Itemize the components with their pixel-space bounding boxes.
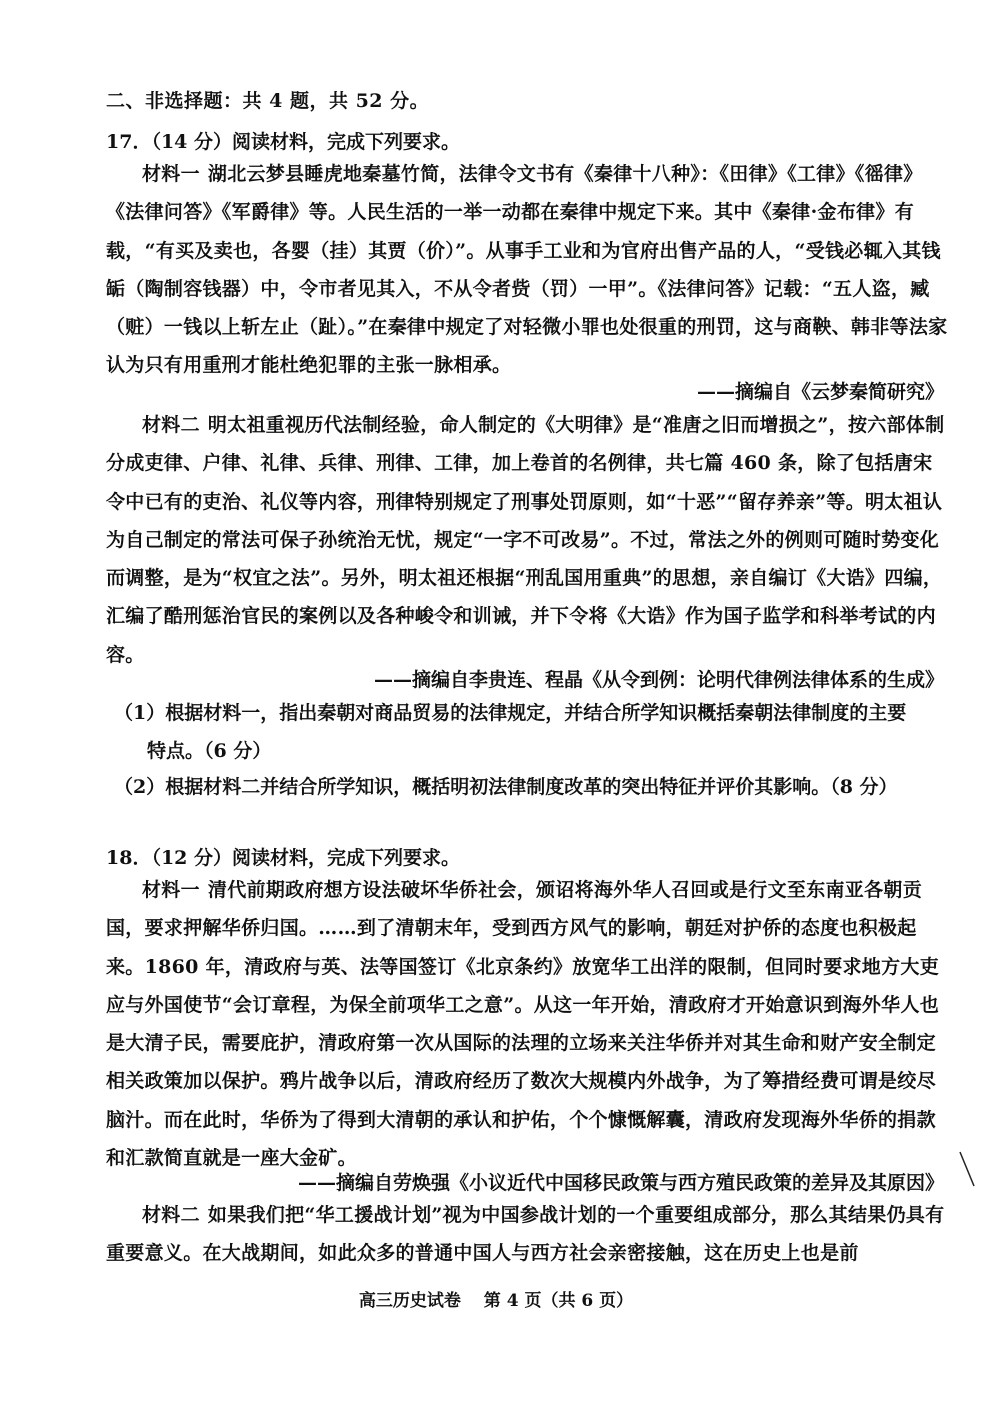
q18-material-1-text: 清代前期政府想方设法破坏华侨社会，颁诏将海外华人召回或是行文至东南亚各朝贡国，要求押解华侨归国。……到了清朝末年，受到西方风气的影响，朝廷对护侨的态度也积极起来。1860 年，清政府与英、法等国签订《北京条约》放宽华工出洋的限制，但同时要求地方大吏应与外国使节“会订章程，为保全前项华工之意”。从这一年开始，清政府才开始意识到海外华人也是大清子民，需要庇护，清政府第一次从国际的法理的立场来关注华侨并对其生命和财产安全制定相关政策加以保护。鸦片战争以后，清政府经历了数次大规模内外战争，为了筹措经费可谓是绞尽脑汁。而在此时，华侨为了得到大清朝的承认和护佑，个个慷慨解囊，清政府发现海外华侨的捐款和汇款简直就是一座大金矿。: [106, 879, 940, 1170]
question-17-header: 17．（14 分）阅读材料，完成下列要求。: [106, 131, 460, 153]
q17-material-2-source: ——摘编自李贵连、程晶《从令到例：论明代律例法律体系的生成》: [373, 669, 944, 691]
pen-stroke-mark: [958, 1150, 978, 1190]
q18-material-2-text: 如果我们把“华工援战计划”视为中国参战计划的一个重要组成部分，那么其结果仍具有重要意义。在大战期间，如此众多的普通中国人与西方社会亲密接触，这在历史上也是前: [106, 1204, 945, 1265]
question-18-header: 18．（12 分）阅读材料，完成下列要求。: [106, 847, 460, 869]
q17-material-2-text: 明太祖重视历代法制经验，命人制定的《大明律》是“准唐之旧而增损之”，按六部体制分成吏律、户律、礼律、兵律、刑律、工律，加上卷首的名例律，共七篇 460 条，除了包括唐宋令中已有的吏治、礼仪等内容，刑律特别规定了刑事处罚原则，如“十恶”“留存养亲”等。明太祖认为自己制定的常法可保子孙统治无忧，规定“一字不可改易”。不过，常法之外的例则可随时势变化而调整，是为“权宜之法”。另外，明太祖还根据“刑乱国用重典”的思想，亲自编订《大诰》四编，汇编了酷刑惩治官民的案例以及各种峻令和训诫，并下令将《大诰》作为国子监学和科举考试的内容。: [106, 414, 945, 666]
q17-material-1-source: ——摘编自《云梦秦简研究》: [696, 381, 944, 403]
q17-material-2-tag: 材料二: [142, 414, 200, 436]
q17-material-2: [106, 406, 951, 676]
q17-material-1-tag: 材料一: [142, 163, 200, 185]
q18-material-2-tag: 材料二: [142, 1204, 200, 1226]
q17-material-1-text: 湖北云梦县睡虎地秦墓竹简，法律令文书有《秦律十八种》：《田律》《工律》《徭律》《法律问答》《军爵律》等。人民生活的一举一动都在秦律中规定下来。其中《秦律·金布律》有载，“有买及卖也，各婴（挂）其贾（价）”。从事手工业和为官府出售产品的人，“受钱必辄入其钱缿（陶制容钱器）中，令市者见其入，不从令者赀（罚）一甲”。《法律问答》记载：“五人盗，臧（赃）一钱以上斩左止（趾）。”在秦律中规定了对轻微小罪也处很重的刑罚，这与商鞅、韩非等法家认为只有用重刑才能杜绝犯罪的主张一脉相承。: [106, 163, 948, 377]
q17-material-1: [106, 155, 951, 385]
q18-material-1: [106, 871, 951, 1170]
q18-material-2: [106, 1196, 951, 1276]
q17-subquestion-1: [114, 694, 954, 770]
q18-material-1-source: ——摘编自劳焕强《小议近代中国移民政策与西方殖民政策的差异及其原因》: [297, 1172, 944, 1194]
q17-subquestion-1-line1: （1）根据材料一，指出秦朝对商品贸易的法律规定，并结合所学知识概括秦朝法律制度的主要: [114, 702, 907, 724]
page-footer: 高三历史试卷 第 4 页（共 6 页）: [358, 1291, 634, 1311]
q17-subquestion-2: （2）根据材料二并结合所学知识，概括明初法律制度改革的突出特征并评价其影响。（8 分）: [114, 776, 898, 798]
q17-subquestion-1-line2: 特点。（6 分）: [147, 740, 272, 762]
q18-material-1-tag: 材料一: [142, 879, 200, 901]
section-title: 二、非选择题：共 4 题，共 52 分。: [106, 90, 430, 112]
